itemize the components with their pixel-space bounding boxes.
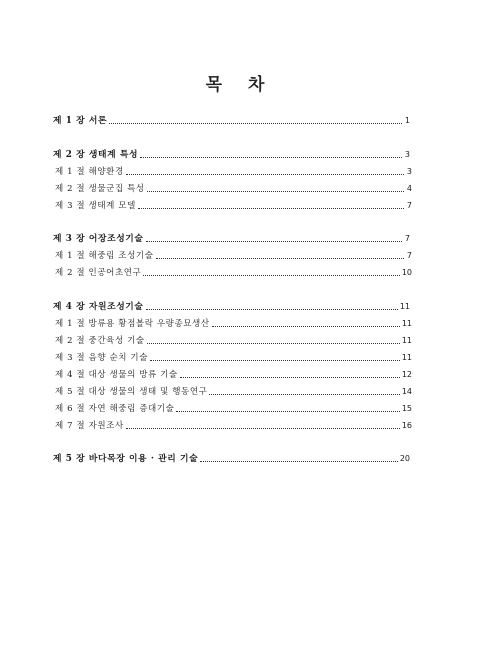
toc-section-4-2 xyxy=(53,332,412,346)
toc-page-number: 4 xyxy=(406,184,412,193)
toc-section-4-1 xyxy=(53,315,412,329)
dot-leader xyxy=(146,308,398,310)
toc-section-4-5 xyxy=(53,383,412,397)
toc-page-number: 1 xyxy=(404,116,410,125)
toc-chapter-2 xyxy=(53,146,410,160)
dot-leader xyxy=(126,173,404,175)
toc-page-number: 7 xyxy=(406,201,412,210)
toc-chapter-3 xyxy=(53,230,410,244)
toc-page-number: 3 xyxy=(404,150,410,159)
toc-entry-label: 제 2 장 생태계 특성 xyxy=(53,150,139,160)
dot-leader xyxy=(156,257,404,259)
dot-leader xyxy=(212,325,400,327)
toc-page-number: 12 xyxy=(401,370,412,379)
toc-chapter-1 xyxy=(53,112,410,126)
toc-chapter-5 xyxy=(53,450,410,464)
toc-entry-label: 제 1 절 해중림 조성기술 xyxy=(55,251,154,261)
dot-leader xyxy=(109,122,402,124)
dot-leader xyxy=(176,410,399,412)
toc-entry-label: 제 2 절 인공어초연구 xyxy=(55,268,142,278)
toc-section-4-7 xyxy=(53,417,412,431)
toc-entry-label: 제 2 절 중간육성 기술 xyxy=(55,336,145,346)
dot-leader xyxy=(146,240,403,242)
toc-entry-label: 제 2 절 생물군집 특성 xyxy=(55,184,145,194)
toc-page-number: 10 xyxy=(401,268,412,277)
toc-chapter-4 xyxy=(53,298,410,312)
dot-leader xyxy=(147,190,404,192)
toc-entry-label: 제 1 절 해양환경 xyxy=(55,167,124,177)
toc-page-number: 7 xyxy=(406,251,412,260)
toc-entry-label: 제 3 장 어장조성기술 xyxy=(53,234,144,244)
toc-page-number: 16 xyxy=(401,421,412,430)
toc-page-number: 15 xyxy=(401,404,412,413)
toc-entry-label: 제 5 절 대상 생물의 생태 및 행동연구 xyxy=(55,387,208,397)
toc-page-number: 11 xyxy=(401,353,412,362)
toc-section-2-3 xyxy=(53,197,412,211)
toc-entry-label: 제 7 절 자원조사 xyxy=(55,421,124,431)
toc-page-number: 11 xyxy=(401,336,412,345)
dot-leader xyxy=(150,359,400,361)
page-title: 목 차 xyxy=(205,75,275,95)
toc-entry-label: 제 1 장 서론 xyxy=(53,116,108,126)
toc-section-2-1 xyxy=(53,163,412,177)
toc-page-number: 11 xyxy=(399,302,410,311)
toc-page-number: 20 xyxy=(399,454,410,463)
toc-entry-label: 제 3 절 음향 순치 기술 xyxy=(55,353,149,363)
toc-section-4-6 xyxy=(53,400,412,414)
dot-leader xyxy=(209,393,399,395)
toc-section-2-2 xyxy=(53,180,412,194)
toc-section-4-4 xyxy=(53,366,412,380)
toc-entry-label: 제 3 절 생태계 모델 xyxy=(55,201,136,211)
toc-section-4-3 xyxy=(53,349,412,363)
dot-leader xyxy=(138,207,404,209)
toc-page-number: 7 xyxy=(404,234,410,243)
toc-page-number: 14 xyxy=(401,387,412,396)
toc-entry-label: 제 6 절 자연 해중림 증대기술 xyxy=(55,404,175,414)
toc-entry-label: 제 4 장 자원조성기술 xyxy=(53,302,144,312)
toc-entry-label: 제 1 절 방류용 황점볼락 우량종묘생산 xyxy=(55,319,210,329)
toc-page-number: 3 xyxy=(406,167,412,176)
toc-entry-label: 제 5 장 바다목장 이용 · 관리 기술 xyxy=(53,454,199,464)
toc-section-3-2 xyxy=(53,264,412,278)
dot-leader xyxy=(126,427,400,429)
dot-leader xyxy=(140,156,402,158)
dot-leader xyxy=(143,274,399,276)
dot-leader xyxy=(180,376,400,378)
dot-leader xyxy=(147,342,400,344)
dot-leader xyxy=(200,460,398,462)
toc-entry-label: 제 4 절 대상 생물의 방류 기술 xyxy=(55,370,178,380)
toc-section-3-1 xyxy=(53,247,412,261)
toc-page-number: 11 xyxy=(401,319,412,328)
